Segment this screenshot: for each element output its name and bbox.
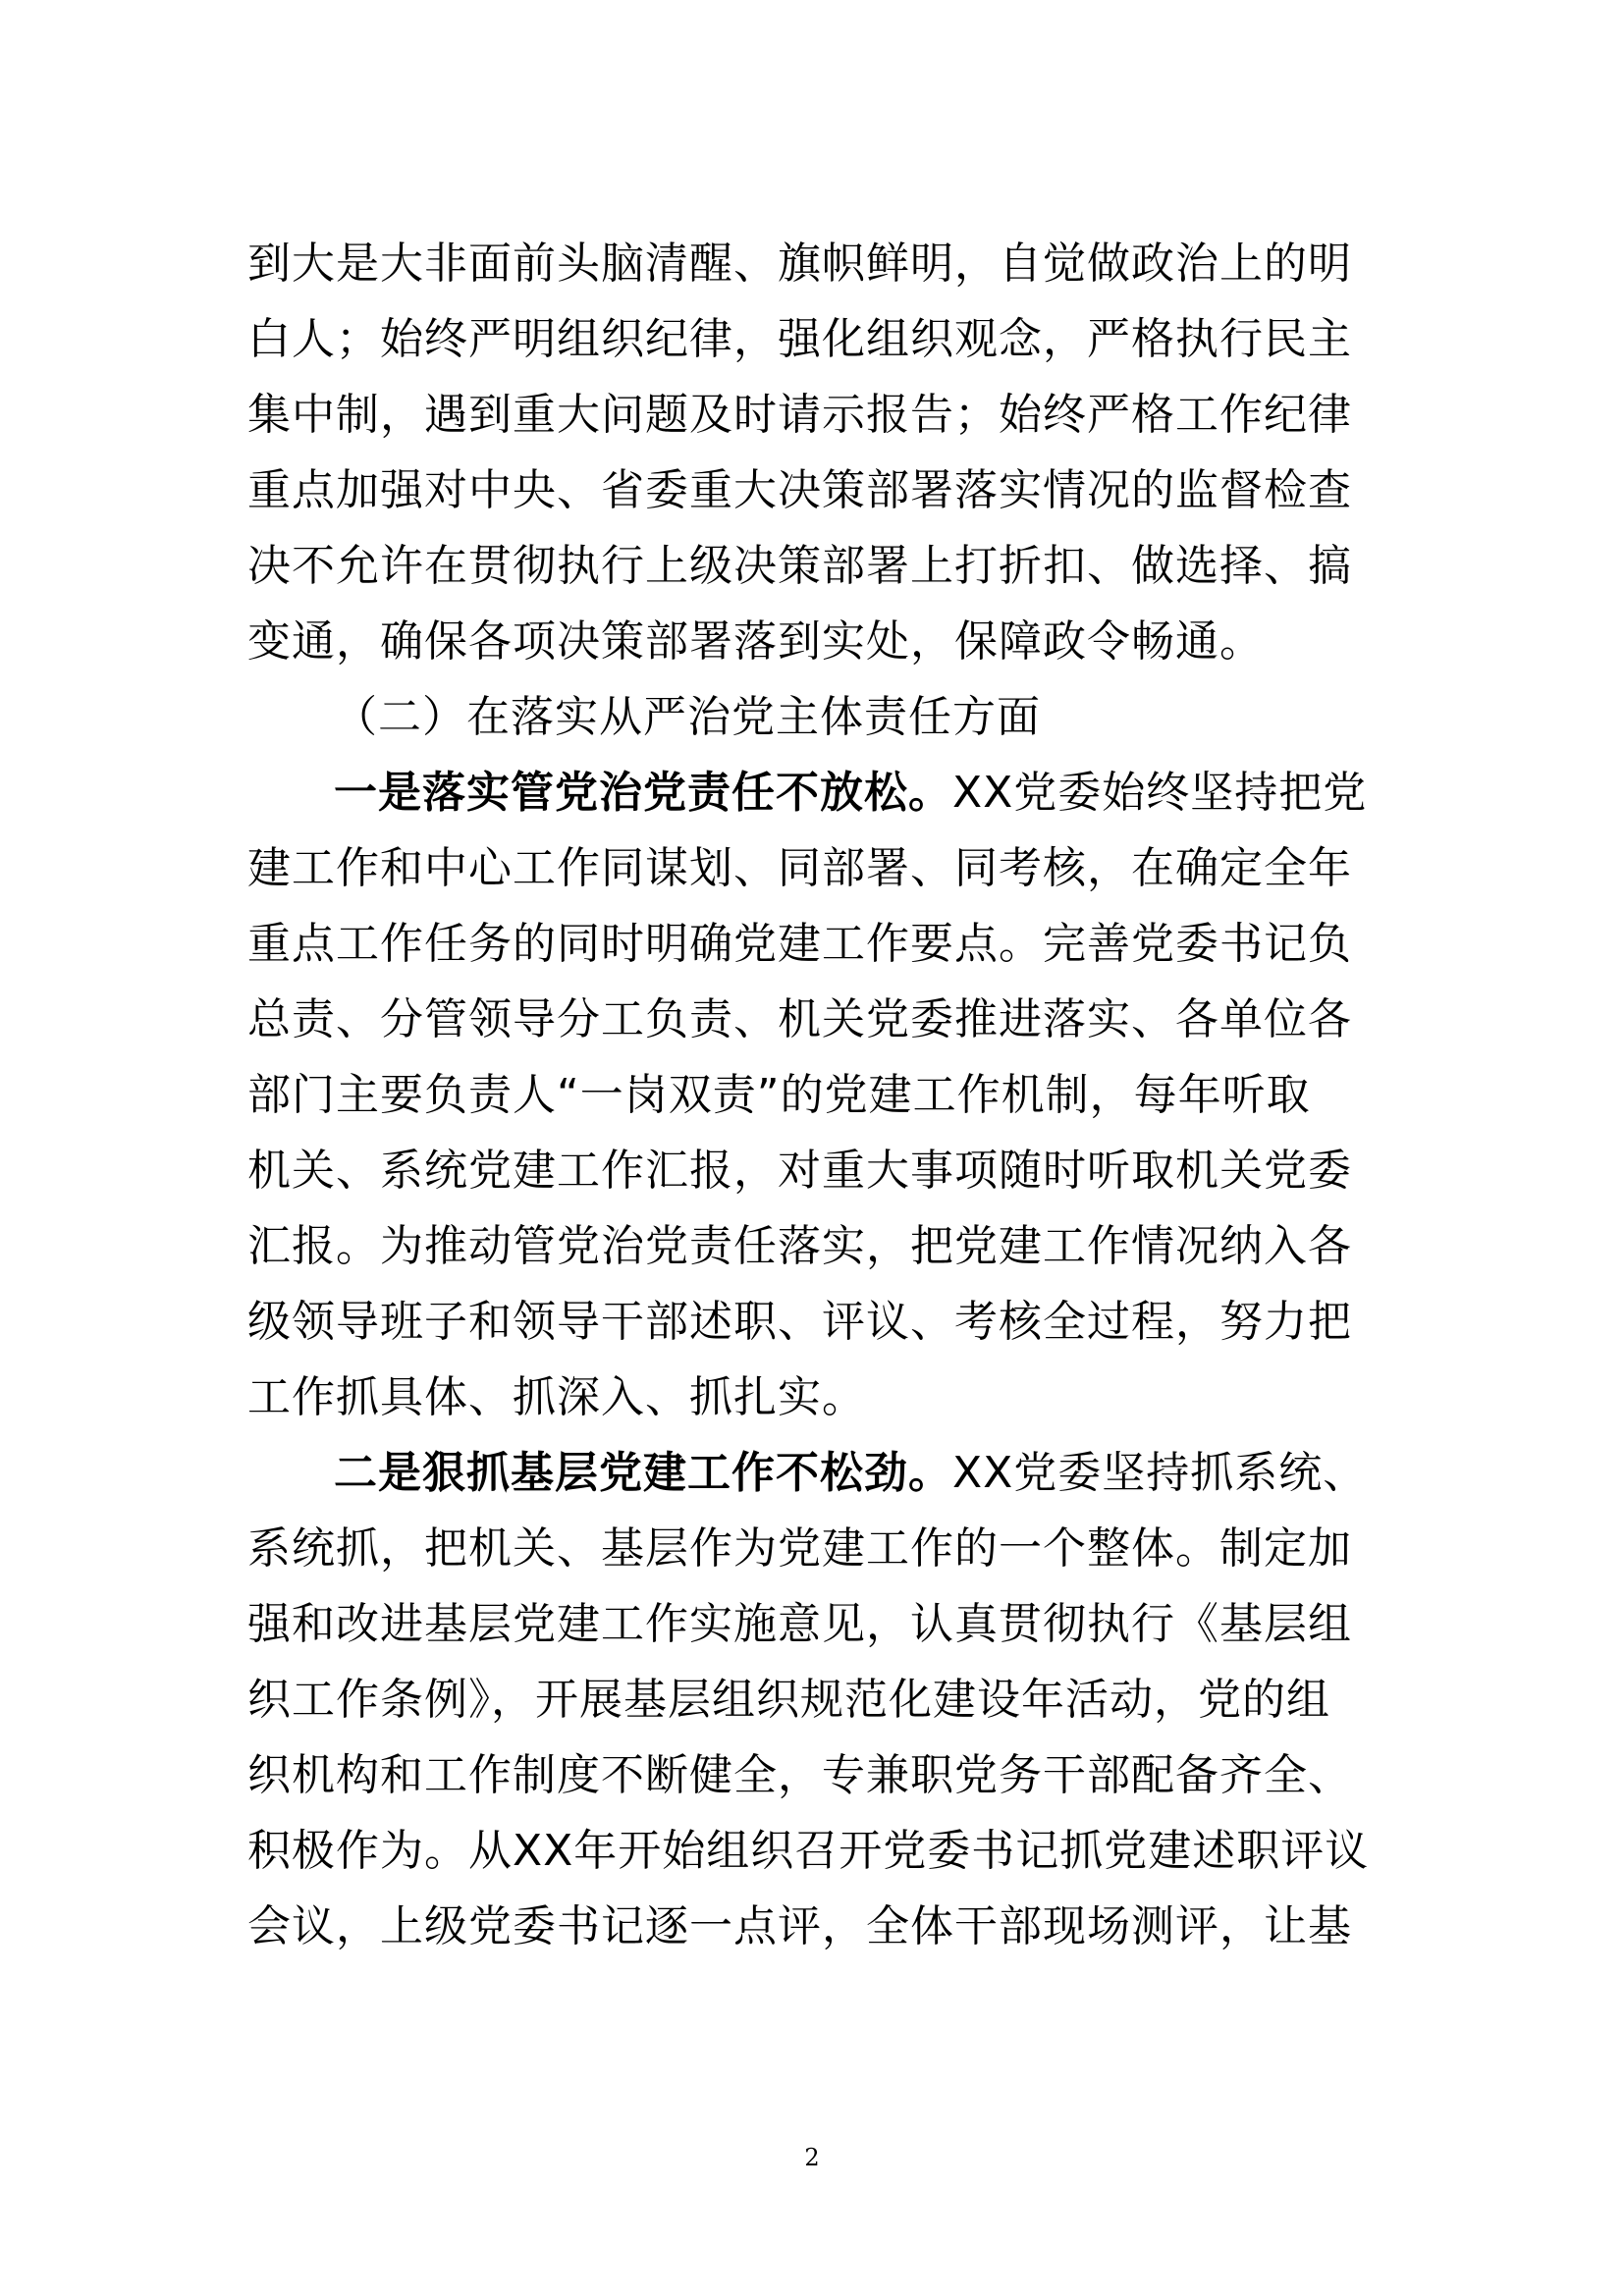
text-line: 机关、系统党建工作汇报，对重大事项随时听取机关党委 [247, 1146, 1352, 1196]
body-text [247, 226, 1388, 1964]
text-line: 强和改进基层党建工作实施意见，认真贯彻执行《基层组 [247, 1599, 1352, 1649]
text-line: 变通，确保各项决策部署落到实处，保障政令畅通。 [247, 616, 1264, 667]
text-line: 重点工作任务的同时明确党建工作要点。完善党委书记负 [247, 919, 1352, 969]
text-line: 织机构和工作制度不断健全，专兼职党务干部配备齐全、 [247, 1750, 1352, 1800]
text-line: 系统抓，把机关、基层作为党建工作的一个整体。制定加 [247, 1523, 1352, 1574]
paragraph-lead-rest: XX党委坚持抓系统、 [952, 1448, 1368, 1498]
text-line: 总责、分管领导分工负责、机关党委推进落实、各单位各 [247, 994, 1352, 1044]
text-line: 集中制，遇到重大问题及时请示报告；始终严格工作纪律 [247, 390, 1352, 440]
paragraph-first-line [247, 755, 1388, 830]
paragraph-lead-rest: XX党委始终坚持把党 [952, 768, 1368, 818]
text-line: 工作抓具体、抓深入、抓扎实。 [247, 1372, 866, 1422]
paragraph-lead: 二是狠抓基层党建工作不松劲。 [334, 1448, 952, 1498]
text-line: 重点加强对中央、省委重大决策部署落实情况的监督检查 [247, 465, 1352, 515]
text-line: 积极作为。从XX年开始组织召开党委书记抓党建述职评议 [247, 1826, 1370, 1876]
text-line: 白人；始终严明组织纪律，强化组织观念，严格执行民主 [247, 314, 1352, 364]
text-line: 决不允许在贯彻执行上级决策部署上打折扣、做选择、搞 [247, 541, 1352, 591]
text-line: 部门主要负责人“一岗双责”的党建工作机制，每年听取 [247, 1070, 1311, 1120]
page-number: 2 [804, 2144, 820, 2171]
text-line: 会议，上级党委书记逐一点评，全体干部现场测评，让基 [247, 1901, 1352, 1951]
text-line: 级领导班子和领导干部述职、评议、考核全过程，努力把 [247, 1297, 1352, 1347]
text-line: 建工作和中心工作同谋划、同部署、同考核，在确定全年 [247, 843, 1352, 893]
text-line: 织工作条例》，开展基层组织规范化建设年活动，党的组 [247, 1675, 1330, 1725]
paragraph-lead: 一是落实管党治党责任不放松。 [334, 768, 952, 818]
section-heading: （二）在落实从严治党主体责任方面 [334, 692, 1041, 742]
text-line: 到大是大非面前头脑清醒、旗帜鲜明，自觉做政治上的明 [247, 239, 1352, 289]
paragraph-first-line [247, 1435, 1388, 1511]
text-line: 汇报。为推动管党治党责任落实，把党建工作情况纳入各 [247, 1221, 1352, 1271]
